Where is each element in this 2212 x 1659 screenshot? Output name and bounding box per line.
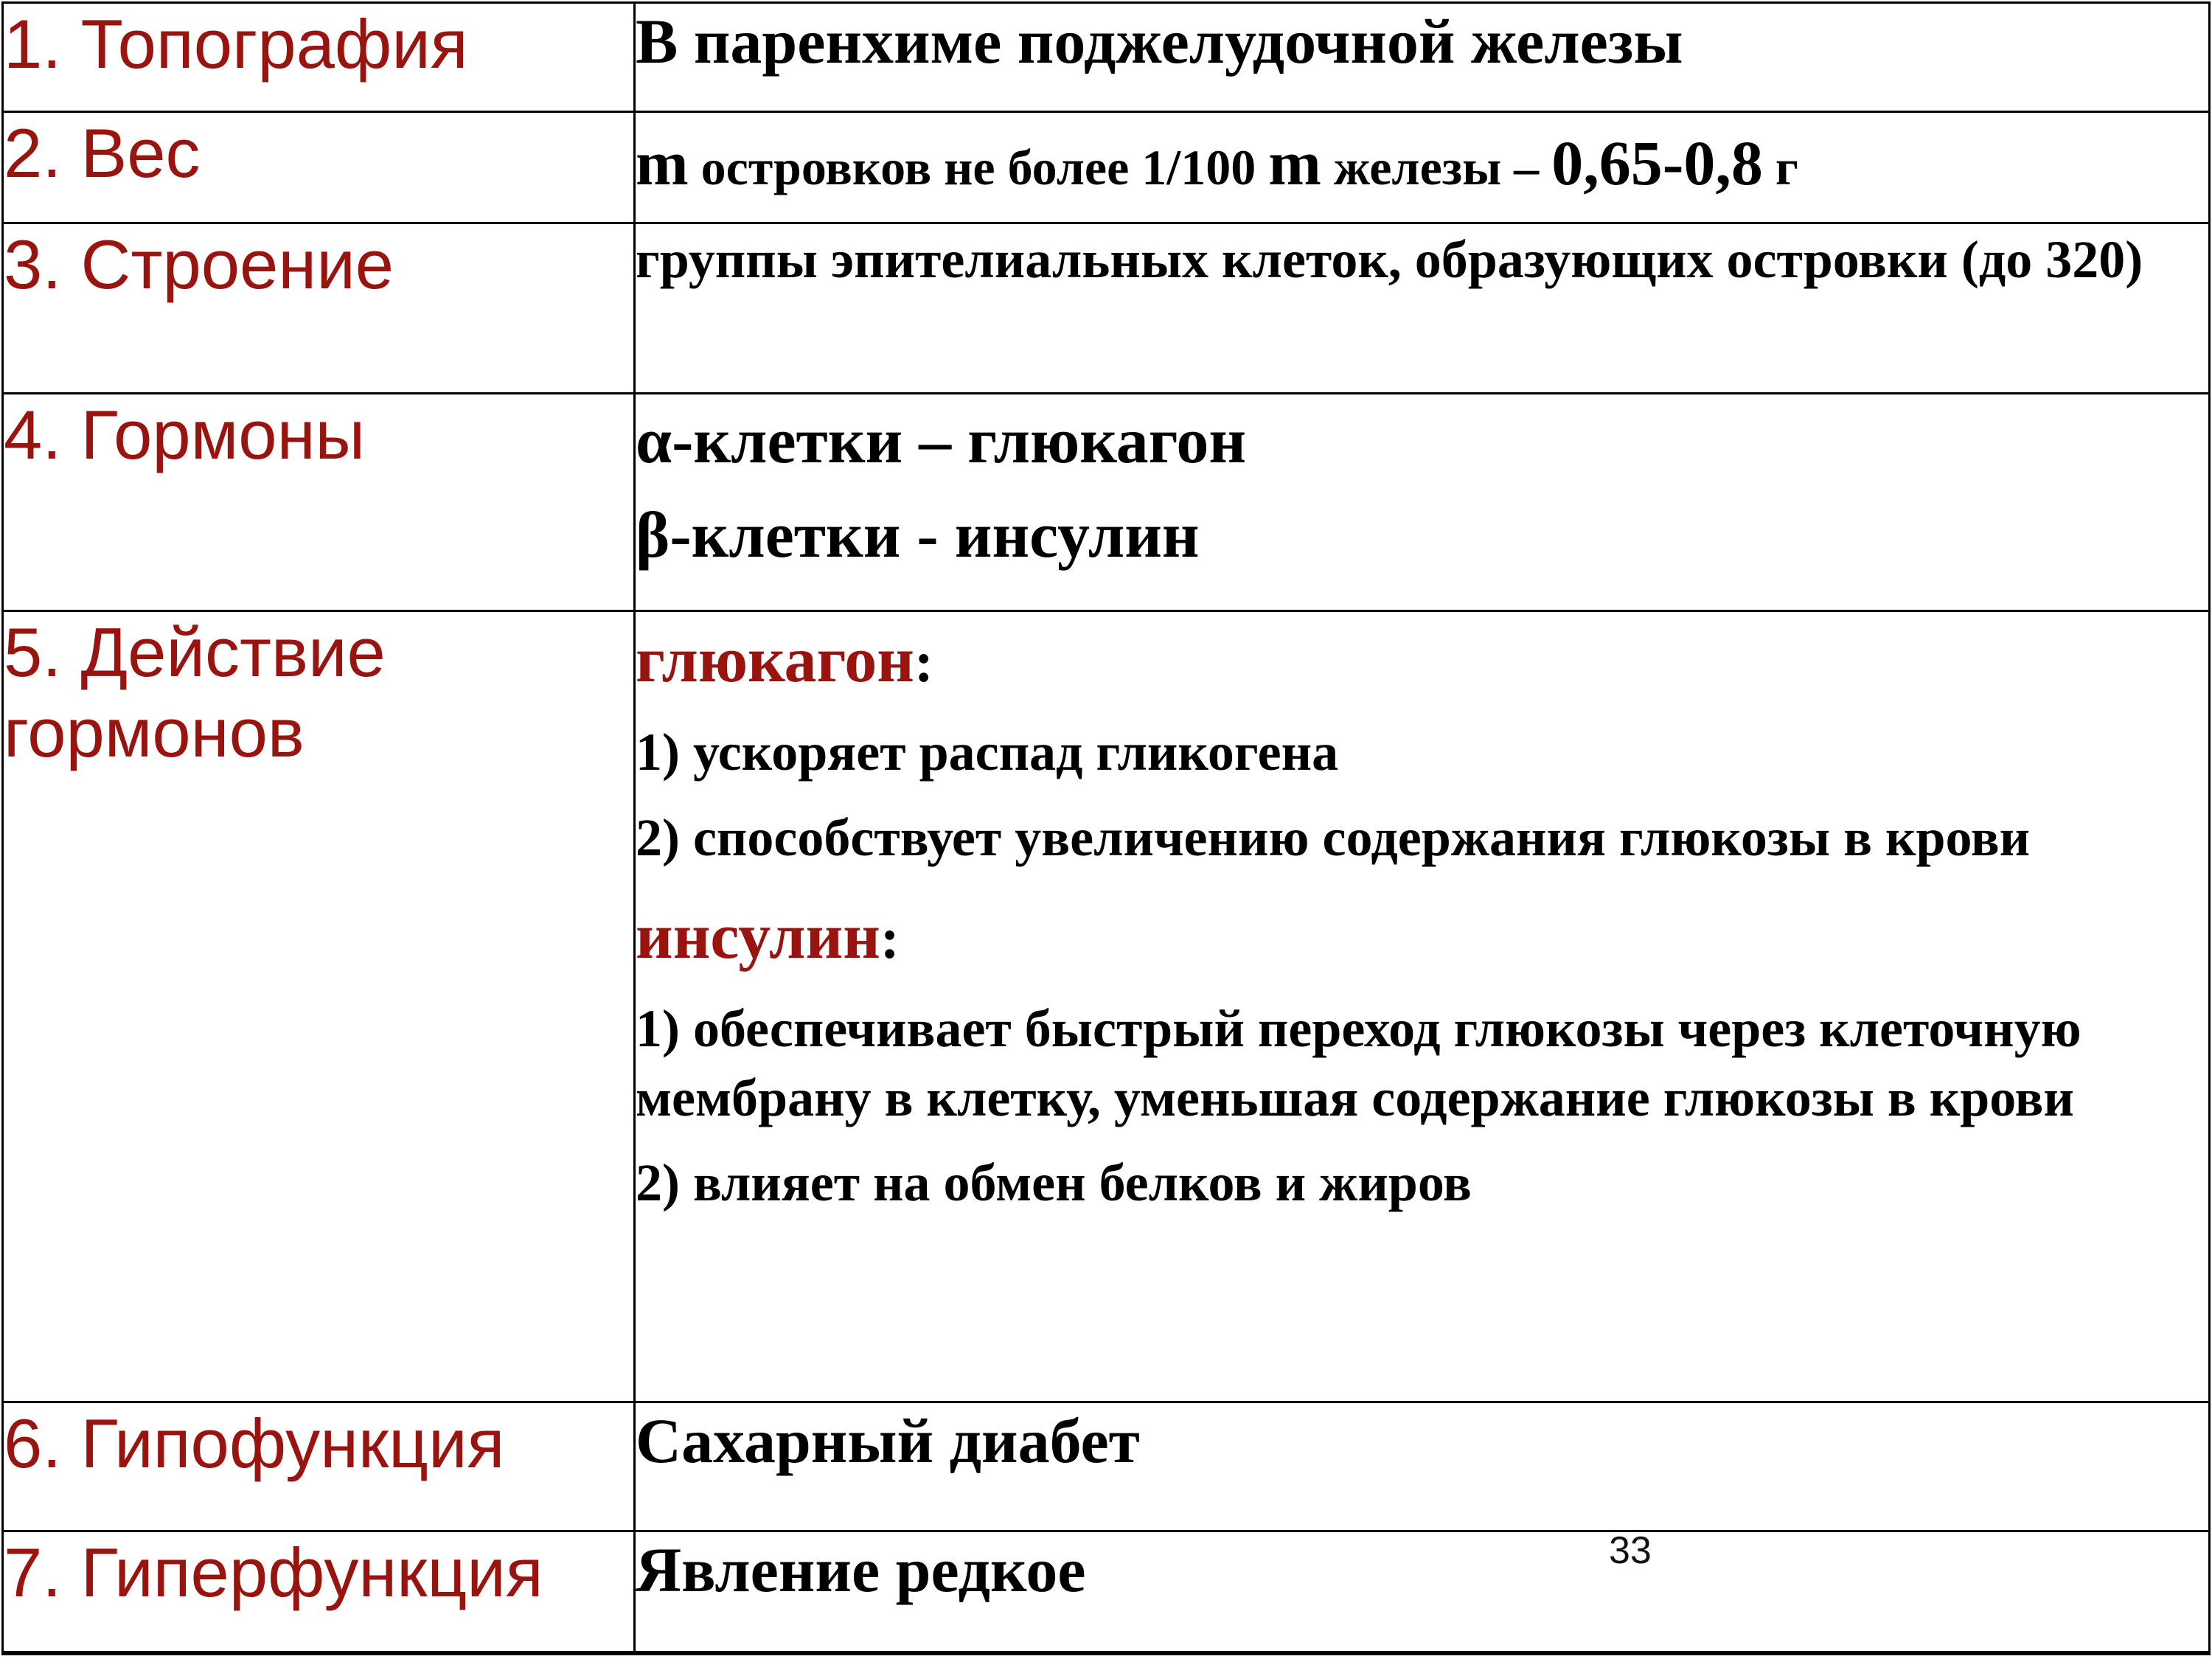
- row-content-weight: [635, 112, 2210, 223]
- weight-text-part2: железы –: [1321, 139, 1552, 195]
- pancreas-info-table: [1, 1, 2211, 1655]
- page-number: 33: [1609, 1529, 1652, 1572]
- weight-line: [636, 113, 2208, 215]
- row-content-hormone-action: [635, 611, 2210, 1402]
- insulin-name: инсулин: [636, 901, 880, 973]
- table-row: [3, 611, 2210, 1402]
- row-label-hormones: 4. Гормоны: [3, 394, 635, 611]
- row-label-hypofunction: 6. Гипофункция: [3, 1402, 635, 1531]
- insulin-effect-1: 1) обеспечивает быстрый переход глюкозы через клеточную мембрану в клетку, уменьшая содержание глюкозы в крови: [636, 999, 2081, 1127]
- row-label-hormone-action: 5. Действие гормонов: [3, 611, 635, 1402]
- insulin-heading: инсулин:: [636, 901, 900, 973]
- row-content-structure: группы эпителиальных клеток, образующих островки (до 320): [635, 223, 2210, 394]
- mass-symbol: m: [636, 128, 689, 198]
- row-content-hypofunction: Сахарный диабет: [635, 1402, 2210, 1531]
- glucagon-name: глюкагон: [636, 625, 914, 696]
- row-content-topography: В паренхиме поджелудочной железы: [635, 3, 2210, 112]
- glucagon-effect-1: 1) ускоряет распад гликогена: [636, 723, 1339, 782]
- table-row: [3, 3, 2210, 112]
- weight-value: 0,65-0,8: [1551, 128, 1763, 198]
- insulin-effect-2: 2) влияет на обмен белков и жиров: [636, 1153, 1472, 1213]
- table-row: [3, 394, 2210, 611]
- glucagon-effect-2: 2) способствует увеличению содержания глюкозы в крови: [636, 807, 2031, 867]
- table-row: [3, 223, 2210, 394]
- row-label-structure: 3. Строение: [3, 223, 635, 394]
- row-content-hormones: [635, 394, 2210, 611]
- beta-cells-line: β-клетки - инсулин: [636, 499, 1200, 571]
- weight-unit: г: [1762, 139, 1798, 195]
- row-label-topography: 1. Топография: [3, 3, 635, 112]
- row-content-hyperfunction: Явление редкое: [635, 1531, 2210, 1653]
- row-label-hyperfunction: 7. Гиперфункция: [3, 1531, 635, 1653]
- alpha-cells-line: α-клетки – глюкагон: [636, 406, 1247, 477]
- glucagon-heading: глюкагон:: [636, 625, 933, 696]
- table-row: [3, 1531, 2210, 1653]
- mass-symbol: m: [1268, 128, 1321, 198]
- row-label-weight: 2. Вес: [3, 112, 635, 223]
- table-row: [3, 112, 2210, 223]
- table-row: [3, 1402, 2210, 1531]
- weight-text-part1: островков не более 1/100: [688, 139, 1269, 195]
